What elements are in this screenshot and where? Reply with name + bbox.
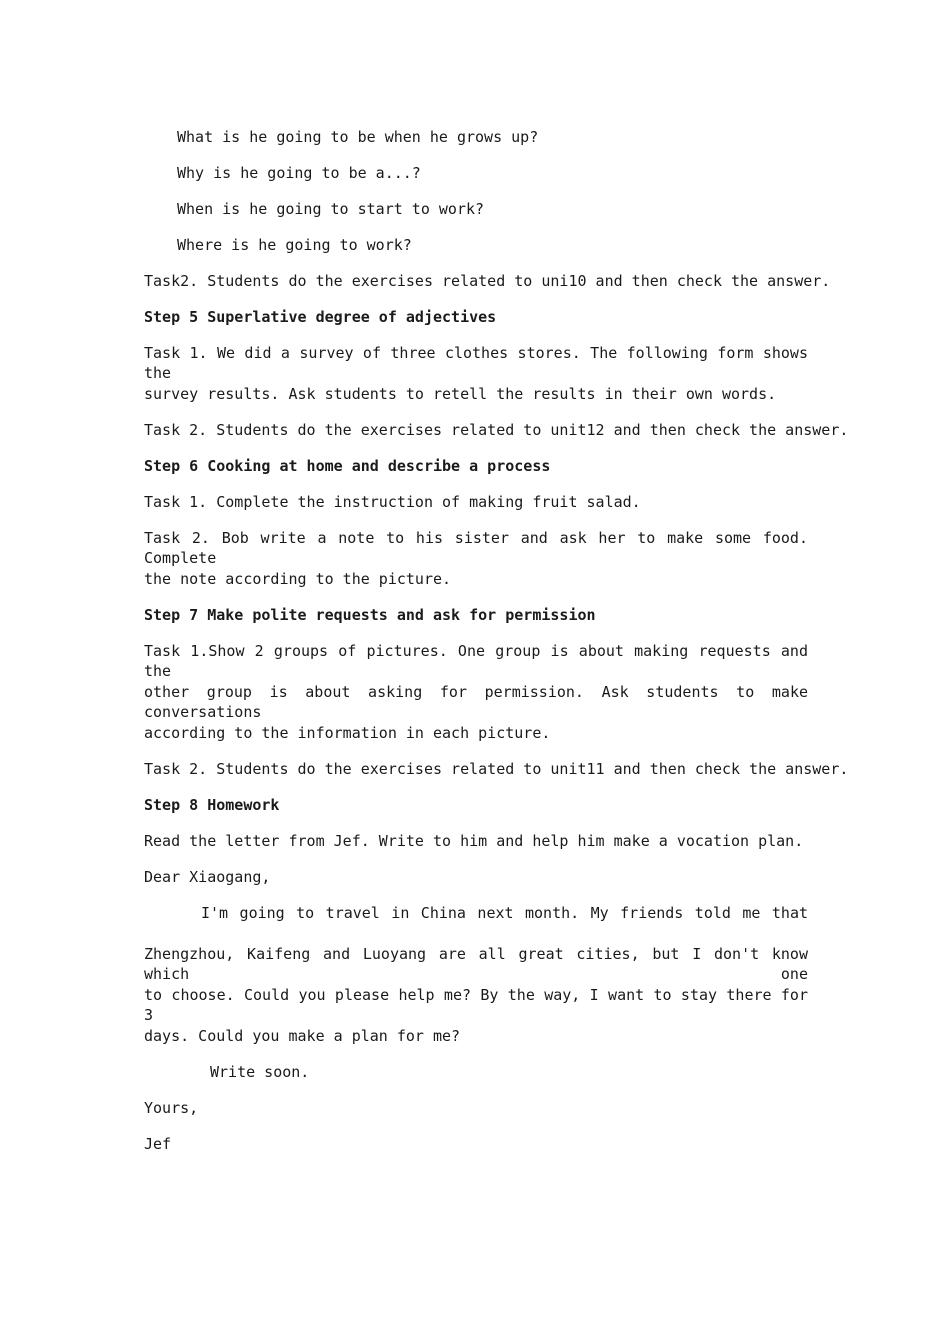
step-7-task-1-line-1: Task 1.Show 2 groups of pictures. One group is about making requests and the xyxy=(144,642,808,680)
letter-line-3: to choose. Could you please help me? By the way, I want to stay there for 3 xyxy=(144,986,808,1024)
step-7-task-1-line-3: according to the information in each picture. xyxy=(144,724,551,742)
letter-line-1: I'm going to travel in China next month. My friends told me that xyxy=(201,904,808,922)
step-7-task-1-line-2: other group is about asking for permission. Ask students to make conversations xyxy=(144,683,808,721)
step-5-heading: Step 5 Superlative degree of adjectives xyxy=(144,308,497,326)
letter-line-4: days. Could you make a plan for me? xyxy=(144,1027,461,1045)
step-6-task-2-line-2: the note according to the picture. xyxy=(144,570,452,588)
step-8-heading: Step 8 Homework xyxy=(144,796,280,814)
step-6-task-1: Task 1. Complete the instruction of making fruit salad. xyxy=(144,493,641,511)
step-6-heading: Step 6 Cooking at home and describe a process xyxy=(144,457,551,475)
step-5-task-2: Task 2. Students do the exercises related to unit12 and then check the answer. xyxy=(144,421,849,439)
question-3: When is he going to start to work? xyxy=(177,200,485,218)
question-4: Where is he going to work? xyxy=(177,236,412,254)
homework-intro: Read the letter from Jef. Write to him and help him make a vocation plan. xyxy=(144,832,804,850)
letter-signature: Jef xyxy=(144,1135,172,1153)
task-unit10: Task2. Students do the exercises related to uni10 and then check the answer. xyxy=(144,272,831,290)
step-7-task-2: Task 2. Students do the exercises related to unit11 and then check the answer. xyxy=(144,760,849,778)
question-1: What is he going to be when he grows up? xyxy=(177,128,539,146)
step-7-heading: Step 7 Make polite requests and ask for permission xyxy=(144,606,596,624)
letter-line-2: Zhengzhou, Kaifeng and Luoyang are all great cities, but I don't know which one xyxy=(144,945,808,983)
letter-salutation: Dear Xiaogang, xyxy=(144,868,271,886)
question-2: Why is he going to be a...? xyxy=(177,164,421,182)
step-5-task-1-line-1: Task 1. We did a survey of three clothes stores. The following form shows the xyxy=(144,344,808,382)
step-6-task-2-line-1: Task 2. Bob write a note to his sister and ask her to make some food. Complete xyxy=(144,529,808,567)
step-5-task-1-line-2: survey results. Ask students to retell the results in their own words. xyxy=(144,385,777,403)
letter-write-soon: Write soon. xyxy=(210,1063,310,1081)
letter-closing: Yours, xyxy=(144,1099,199,1117)
